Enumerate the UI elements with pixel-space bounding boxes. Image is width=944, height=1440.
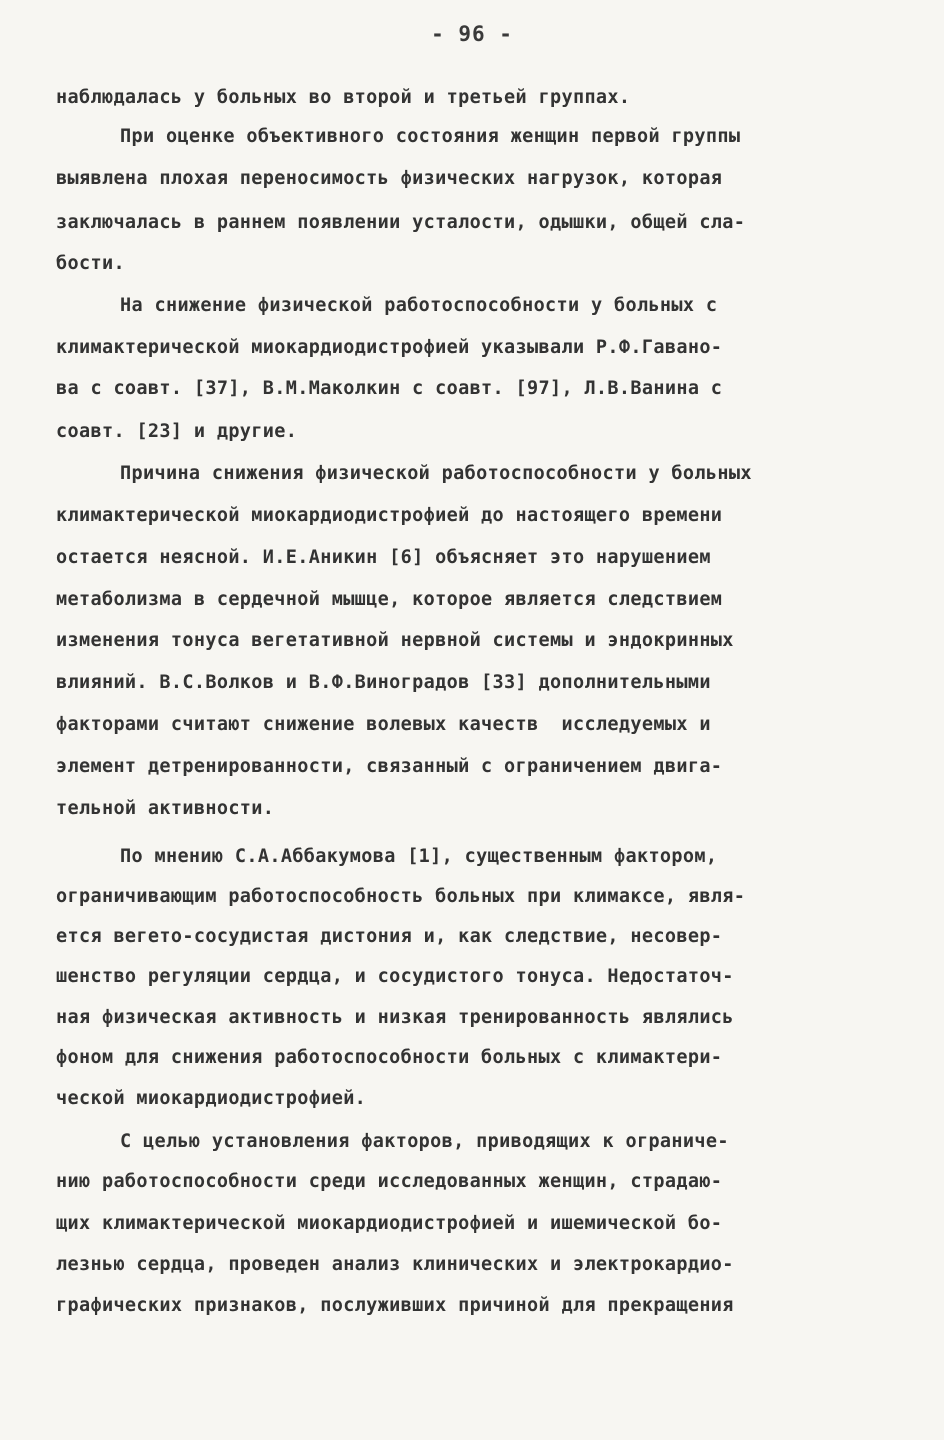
text-line: тельной активности.	[56, 798, 275, 819]
text-line: лезнью сердца, проведен анализ клинических и электрокардио-	[56, 1254, 734, 1275]
text-line: фоном для снижения работоспособности больных с климактери-	[56, 1047, 723, 1068]
text-line: При оценке объективного состояния женщин первой группы	[120, 126, 741, 147]
text-line: нию работоспособности среди исследованных женщин, страдаю-	[56, 1171, 723, 1192]
text-line: климактерической миокардиодистрофией до настоящего времени	[56, 505, 723, 526]
text-line: изменения тонуса вегетативной нервной системы и эндокринных	[56, 630, 734, 651]
text-line: ческой миокардиодистрофией.	[56, 1088, 367, 1109]
text-line: ограничивающим работоспособность больных при климаксе, явля-	[56, 886, 746, 907]
text-line: бости.	[56, 253, 125, 274]
text-line: соавт. [23] и другие.	[56, 421, 298, 442]
text-line: метаболизма в сердечной мышце, которое является следствием	[56, 589, 723, 610]
text-line: На снижение физической работоспособности у больных с	[120, 295, 718, 316]
text-line: факторами считают снижение волевых качеств исследуемых и	[56, 714, 711, 735]
text-line: влияний. В.С.Волков и В.Ф.Виноградов [33] дополнительными	[56, 672, 711, 693]
text-line: шенство регуляции сердца, и сосудистого тонуса. Недостаточ-	[56, 966, 734, 987]
text-line: ется вегето-сосудистая дистония и, как следствие, несовер-	[56, 926, 723, 947]
text-line: Причина снижения физической работоспособности у больных	[120, 463, 752, 484]
text-line: выявлена плохая переносимость физических нагрузок, которая	[56, 168, 723, 189]
text-line: С целью установления факторов, приводящих к ограниче-	[120, 1131, 729, 1152]
text-line: элемент детренированности, связанный с ограничением двига-	[56, 756, 723, 777]
text-line: остается неясной. И.Е.Аникин [6] объясняет это нарушением	[56, 547, 711, 568]
text-line: По мнению С.А.Аббакумова [1], существенным фактором,	[120, 846, 718, 867]
text-line: заключалась в раннем появлении усталости, одышки, общей сла-	[56, 212, 746, 233]
text-line: ная физическая активность и низкая тренированность являлись	[56, 1007, 734, 1028]
text-line: графических признаков, послуживших причиной для прекращения	[56, 1295, 734, 1316]
text-line: климактерической миокардиодистрофией указывали Р.Ф.Гавано-	[56, 337, 723, 358]
text-line: ва с соавт. [37], В.М.Маколкин с соавт. [97], Л.В.Ванина с	[56, 378, 723, 399]
text-line: щих климактерической миокардиодистрофией и ишемической бо-	[56, 1213, 723, 1234]
page-number: - 96 -	[431, 22, 513, 46]
text-line: наблюдалась у больных во второй и третьей группах.	[56, 87, 631, 108]
